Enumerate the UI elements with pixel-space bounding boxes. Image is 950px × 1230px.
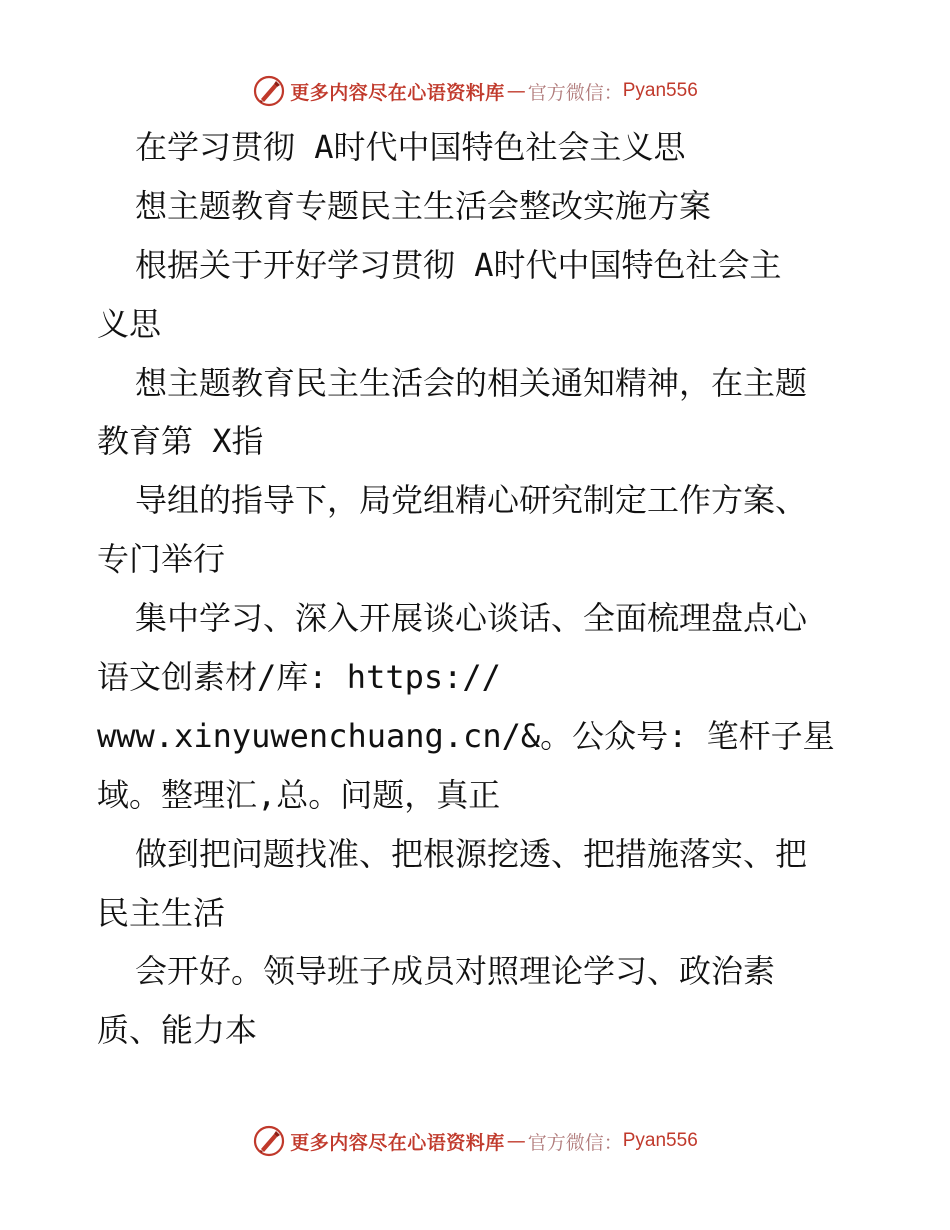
document-body xyxy=(97,118,857,1060)
footer-banner xyxy=(0,1122,950,1160)
text-line: 语文创素材/库: https:// xyxy=(97,658,501,697)
header-wechat-id: Pyan556 xyxy=(622,80,698,101)
text-line: 想主题教育专题民主生活会整改实施方案 xyxy=(135,186,712,225)
text-line: 会开好。领导班子成员对照理论学习、政治素 xyxy=(135,952,776,991)
footer-wechat-id: Pyan556 xyxy=(622,1130,698,1151)
pen-logo-icon xyxy=(252,1124,286,1158)
text-line: 想主题教育民主生活会的相关通知精神，在主题 xyxy=(135,363,808,402)
footer-dash: — xyxy=(506,1130,526,1152)
header-dash: — xyxy=(506,80,526,102)
footer-site-text: 更多内容尽在心语资料库 xyxy=(290,1131,505,1154)
text-line: www.xinyuwenchuang.cn/&。公众号: 笔杆子星 xyxy=(97,716,835,755)
text-line: 民主生活 xyxy=(97,893,226,932)
footer-wechat-label: 官方微信： xyxy=(527,1131,623,1154)
text-line: 做到把问题找准、把根源挖透、把措施落实、把 xyxy=(135,834,808,873)
header-wechat-label: 官方微信： xyxy=(527,81,623,104)
text-line: 义思 xyxy=(97,304,162,343)
header-site-text: 更多内容尽在心语资料库 xyxy=(290,81,505,104)
text-line: 质、能力本 xyxy=(97,1011,258,1050)
text-line: 根据关于开好学习贯彻 A时代中国特色社会主 xyxy=(135,245,782,284)
pen-logo-icon xyxy=(252,74,286,108)
text-line: 导组的指导下，局党组精心研究制定工作方案、 xyxy=(135,481,808,520)
text-line: 专门举行 xyxy=(97,540,226,579)
text-line: 在学习贯彻 A时代中国特色社会主义思 xyxy=(135,128,686,166)
text-line: 域。整理汇,总。问题，真正 xyxy=(97,775,501,814)
text-line: 教育第 X指 xyxy=(97,422,264,461)
text-line: 集中学习、深入开展谈心谈话、全面梳理盘点心 xyxy=(135,599,808,638)
header-banner xyxy=(0,72,950,110)
